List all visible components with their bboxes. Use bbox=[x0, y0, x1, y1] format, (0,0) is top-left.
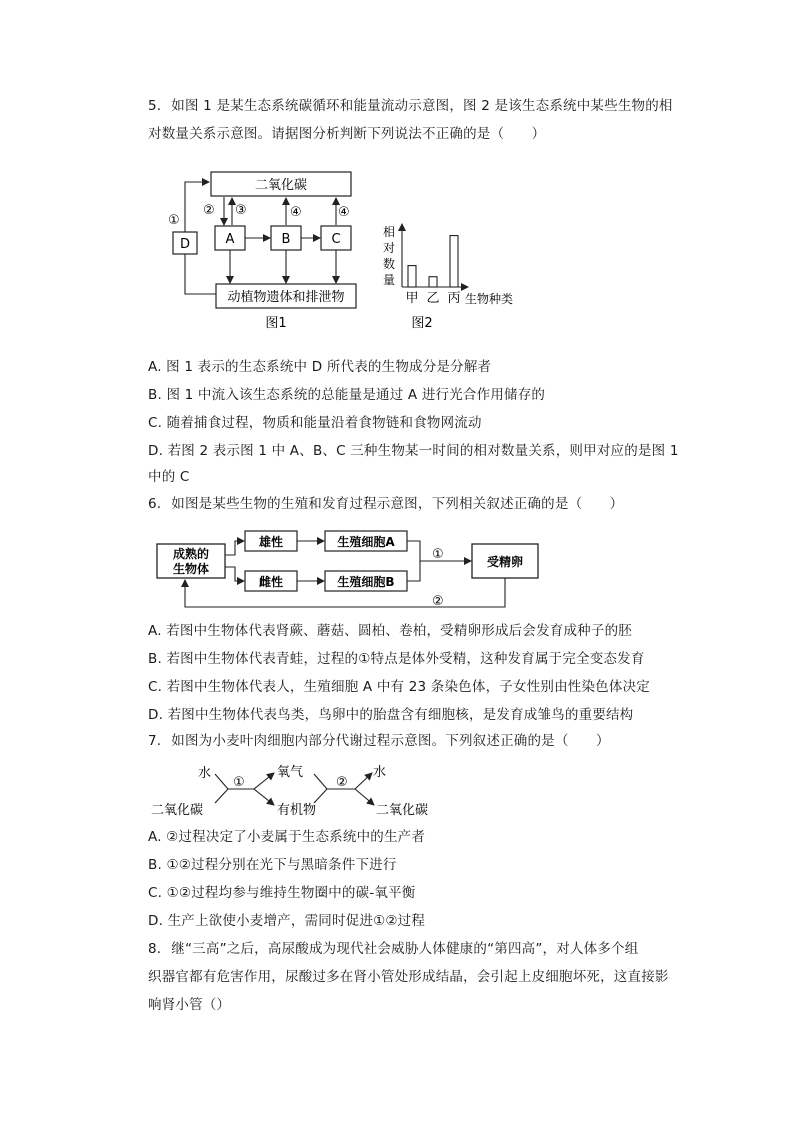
fig2-ylabel-1: 对 bbox=[382, 241, 396, 255]
fig1-circle-1: ① bbox=[168, 213, 180, 228]
fig2-tick-label-2: 丙 bbox=[447, 291, 461, 306]
q7-option-a[interactable]: A. ②过程决定了小麦属于生态系统中的生产者 bbox=[148, 829, 426, 845]
q7-water-1: 水 bbox=[198, 766, 212, 781]
fig1-circle-3: ③ bbox=[235, 203, 247, 218]
q6-number: 6. bbox=[148, 496, 162, 512]
fig2-ylabel-0: 相 bbox=[382, 225, 396, 239]
q5-number: 5. bbox=[148, 98, 162, 114]
q6-zygote-label: 受精卵 bbox=[486, 555, 524, 569]
q6-option-a[interactable]: A. 若图中生物体代表肾蕨、蘑菇、圆柏、卷柏，受精卵形成后会发育成种子的胚 bbox=[148, 623, 632, 639]
q8-line3: 响肾小管（） bbox=[148, 997, 231, 1013]
q6-option-d[interactable]: D. 若图中生物体代表鸟类，鸟卵中的胎盘含有细胞核，是发育成雏鸟的重要结构 bbox=[148, 707, 634, 723]
fig1-c-label: C bbox=[331, 232, 341, 247]
fig1-d-label: D bbox=[179, 237, 191, 252]
q7-option-c[interactable]: C. ①②过程均参与维持生物圈中的碳-氧平衡 bbox=[148, 885, 416, 901]
fig1-a-label: A bbox=[225, 232, 235, 247]
q8-line2: 织器官都有危害作用，尿酸过多在肾小管处形成结晶，会引起上皮细胞坏死，这直接影 bbox=[148, 969, 669, 985]
fig2-tick-label-1: 乙 bbox=[426, 291, 440, 306]
fig1-b-label: B bbox=[281, 232, 291, 247]
q7-oxygen: 氧气 bbox=[277, 765, 304, 780]
q7-water-2: 水 bbox=[373, 765, 387, 780]
q7-co2-1: 二氧化碳 bbox=[151, 803, 204, 818]
fig1-caption: 图1 bbox=[265, 316, 287, 331]
q7-circle-1: ① bbox=[233, 775, 245, 790]
q6-organism-line1: 成熟的 bbox=[172, 547, 210, 561]
q7-option-b[interactable]: B. ①②过程分别在光下与黑暗条件下进行 bbox=[148, 857, 397, 873]
q6-option-b[interactable]: B. 若图中生物体代表青蛙，过程的①特点是体外受精，这种发育属于完全变态发育 bbox=[148, 651, 645, 667]
fig2-tick-label-0: 甲 bbox=[405, 291, 419, 306]
q5-stem-line2: 对数量关系示意图。请据图分析判断下列说法不正确的是（ ） bbox=[148, 126, 546, 142]
q6-male-label: 雄性 bbox=[258, 535, 284, 549]
q6-cell-b-label: 生殖细胞B bbox=[337, 575, 395, 589]
q6-option-c[interactable]: C. 若图中生物体代表人，生殖细胞 A 中有 23 条染色体，子女性别由性染色体决定 bbox=[148, 679, 650, 695]
q6-circle-2: ② bbox=[432, 594, 444, 609]
q7-circle-2: ② bbox=[336, 775, 348, 790]
q8-text1: 继“三高”之后，高尿酸成为现代社会威胁人体健康的“第四高”，对人体多个组 bbox=[171, 941, 639, 957]
q7-organic: 有机物 bbox=[277, 803, 317, 818]
fig1-circle-2: ② bbox=[203, 203, 215, 218]
fig2-caption: 图2 bbox=[411, 316, 433, 331]
fig1-circle-4a: ④ bbox=[290, 205, 302, 220]
q5-option-a[interactable]: A. 图 1 表示的生态系统中 D 所代表的生物成分是分解者 bbox=[148, 359, 492, 375]
q5-option-d-line1[interactable]: D. 若图 2 表示图 1 中 A、B、C 三种生物某一时间的相对数量关系，则甲对应的是图 1 bbox=[148, 443, 679, 459]
fig1-remains-label: 动植物遗体和排泄物 bbox=[227, 290, 345, 305]
fig2-ylabel-3: 量 bbox=[382, 273, 396, 287]
q5-option-c[interactable]: C. 随着捕食过程，物质和能量沿着食物链和食物网流动 bbox=[148, 415, 482, 431]
fig2-xlabel: 生物种类 bbox=[465, 292, 514, 306]
q5-option-d-line2: 中的 C bbox=[148, 469, 190, 485]
q7-co2-2: 二氧化碳 bbox=[376, 803, 429, 818]
q7-number: 7. bbox=[148, 733, 162, 749]
q6-female-label: 雌性 bbox=[258, 575, 284, 589]
q7-stem-text: 如图为小麦叶肉细胞内部分代谢过程示意图。下列叙述正确的是（ ） bbox=[171, 733, 610, 749]
q5-stem-text1: 如图 1 是某生态系统碳循环和能量流动示意图，图 2 是该生态系统中某些生物的相 bbox=[171, 98, 673, 114]
q6-circle-1: ① bbox=[432, 547, 444, 562]
fig2-ylabel-2: 数 bbox=[382, 257, 396, 271]
q8-number: 8. bbox=[148, 941, 162, 957]
fig1-co2-label: 二氧化碳 bbox=[254, 178, 308, 193]
q6-stem-text: 如图是某些生物的生殖和发育过程示意图，下列相关叙述正确的是（ ） bbox=[171, 496, 624, 512]
q6-organism-line2: 生物体 bbox=[172, 562, 210, 576]
q8-line1 bbox=[148, 939, 638, 959]
q5-option-b[interactable]: B. 图 1 中流入该生态系统的总能量是通过 A 进行光合作用储存的 bbox=[148, 387, 546, 403]
q6-cell-a-label: 生殖细胞A bbox=[337, 535, 395, 549]
q7-option-d[interactable]: D. 生产上欲使小麦增产，需同时促进①②过程 bbox=[148, 913, 426, 929]
fig1-circle-4b: ④ bbox=[338, 205, 350, 220]
